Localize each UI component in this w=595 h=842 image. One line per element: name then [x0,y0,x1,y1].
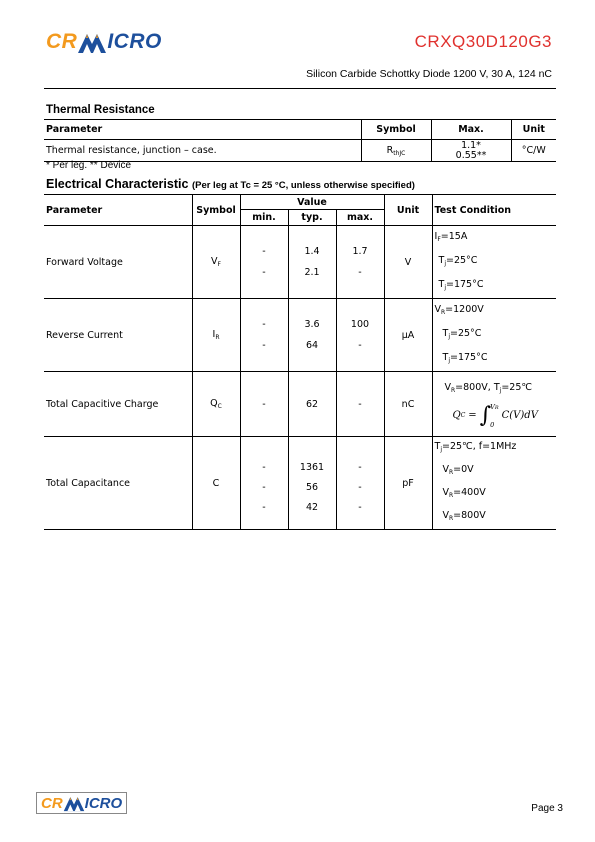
condition-line [435,483,557,506]
electrical-section-title [46,177,415,191]
upper-main: V [490,402,495,411]
table-row-forward-voltage [44,226,556,299]
capacitive-charge-conditions [432,372,556,437]
part-number: CRXQ30D120G3 [414,32,552,51]
forward-voltage-max [336,226,384,299]
cond-main: T [438,279,445,290]
reverse-current-min [240,299,288,372]
reverse-current-typ [288,299,336,372]
cond-main: T [442,352,449,363]
integral-limits [490,403,498,429]
cond-rest: =15A [440,231,468,242]
thermal-header-max: Max. [431,120,511,140]
footer-logo-text-icro: ICRO [84,794,123,812]
header-test-condition: Test Condition [432,195,556,226]
value-cell: - [358,482,362,493]
footer-logo-mountain-icon [63,794,85,812]
formula-lhs-sub: C [460,412,466,419]
cond-sub: F [437,236,441,243]
page-number: Page 3 [531,803,563,814]
header-parameter: Parameter [44,195,192,226]
value-cell: 100 [350,319,370,330]
cond-main: I [434,231,438,242]
header-max: max. [336,210,384,226]
cond-rest: =25°C [445,255,478,266]
thermal-max-device: 0.55** [455,149,487,161]
value-cell: - [262,340,266,351]
value-cell: - [262,462,266,473]
header-value: Value [240,195,384,210]
forward-voltage-parameter: Forward Voltage [46,256,123,268]
logo-mountain-icon [77,30,107,54]
condition-line [435,380,557,399]
electrical-title-text: Electrical Characteristic [46,177,189,191]
cond-main: V [434,304,441,315]
formula-integrand: C(V)dV [501,410,538,421]
cond-sub: R [449,492,454,499]
cond-rest: =25℃, f=1MHz [441,441,517,452]
forward-voltage-conditions [432,226,556,299]
value-cell: - [262,246,266,257]
forward-voltage-min [240,226,288,299]
header-min: min. [240,210,288,226]
header-symbol: Symbol [192,195,240,226]
electrical-title-note: (Per leg at Tc = 25 °C, unless otherwise specified) [191,180,415,191]
reverse-current-unit: µA [384,299,432,372]
thermal-header-unit: Unit [511,120,556,140]
cond-rest: =0V [453,464,474,475]
cond-main: T [438,255,445,266]
value-cell: - [262,267,266,278]
thermal-header-row [44,120,556,140]
cond-sub: j [448,357,450,364]
symbol-main: V [211,256,218,267]
value-cell: - [262,482,266,493]
cond-rest: =25℃ [501,381,533,393]
logo-text-icro: ICRO [107,30,162,53]
capacitive-charge-unit: nC [384,372,432,437]
cond-main: T [442,328,449,339]
header-typ: typ. [288,210,336,226]
value-cell: 42 [305,502,319,513]
integral-lower: 0 [490,420,495,429]
cond-main: T [493,381,500,393]
value-cell: - [262,502,266,513]
cond-rest: =175°C [445,279,484,290]
thermal-header-symbol: Symbol [361,120,431,140]
electrical-header-row-1 [44,195,556,210]
value-cell: 56 [305,482,319,493]
cond-rest: =400V [453,487,486,498]
reverse-current-symbol [192,299,240,372]
cond-rest: =25°C [449,328,482,339]
thermal-parameter: Thermal resistance, junction – case. [46,145,217,156]
condition-line [435,299,557,323]
symbol-sub: R [215,334,220,341]
condition-line [435,506,557,529]
reverse-current-conditions [432,299,556,372]
thermal-symbol-main: R [386,144,394,156]
cond-sub: R [441,309,446,316]
cond-sub: R [449,469,454,476]
cond-main: V [442,510,449,521]
symbol-sub: C [217,403,222,410]
cond-sub: j [448,333,450,340]
condition-line [435,347,557,371]
table-row-capacitive-charge [44,372,556,437]
value-cell: 2.1 [304,267,320,278]
symbol-main: I [212,329,216,340]
cond-main: T [434,441,441,452]
charge-formula [435,403,557,429]
cond-sub: j [440,446,442,453]
value-cell: - [358,502,362,513]
reverse-current-max [336,299,384,372]
capacitance-symbol: C [192,437,240,530]
condition-line [435,460,557,483]
reverse-current-parameter: Reverse Current [46,329,123,341]
value-cell: 1.4 [304,246,320,257]
integral [480,403,499,429]
table-row-capacitance [44,437,556,530]
capacitive-charge-min: - [240,372,288,437]
table-row-reverse-current [44,299,556,372]
value-cell: 1361 [299,462,325,473]
capacitive-charge-parameter: Total Capacitive Charge [46,398,159,410]
formula-equals: = [468,410,477,421]
thermal-symbol-sub: thJC [393,149,406,157]
condition-line [435,323,557,347]
document-subtitle: Silicon Carbide Schottky Diode 1200 V, 30 A, 124 nC [306,68,552,80]
condition-line [435,274,557,298]
cond-sub: j [499,386,502,394]
capacitive-charge-max: - [336,372,384,437]
condition-line [435,437,557,460]
cond-sub: j [444,284,446,291]
cond-rest: =1200V [445,304,484,315]
capacitance-typ [288,437,336,530]
capacitance-parameter: Total Capacitance [46,477,131,489]
condition-line [435,226,557,250]
value-cell: 1.7 [352,246,368,257]
value-cell: - [358,462,362,473]
capacitance-unit: pF [384,437,432,530]
electrical-table [44,194,556,530]
header-divider [44,88,556,89]
value-cell: 3.6 [304,319,320,330]
thermal-footnote: * Per leg. ** Device [46,160,132,171]
forward-voltage-unit: V [384,226,432,299]
integral-sign-icon: ∫ [479,402,492,428]
cond-main: V [444,381,451,393]
symbol-main: Q [210,398,218,409]
capacitance-min [240,437,288,530]
value-cell: - [262,319,266,330]
formula-lhs: Q [452,410,461,421]
crmicro-logo [46,30,162,54]
value-cell: - [358,267,362,278]
thermal-unit: °C/W [511,140,556,162]
thermal-row [44,140,556,162]
thermal-symbol [361,140,431,162]
capacitance-max [336,437,384,530]
thermal-header-parameter: Parameter [46,124,103,135]
capacitance-conditions [432,437,556,530]
cond-rest: =175°C [449,352,488,363]
cond-rest: =800V, [455,381,491,393]
logo-text-cr: CR [46,30,78,53]
cond-sub: j [444,260,446,267]
header-unit: Unit [384,195,432,226]
thermal-max-leg: 1.1* [461,139,481,151]
forward-voltage-typ [288,226,336,299]
cond-sub: R [451,386,456,394]
condition-line [435,250,557,274]
footer-logo-text-cr: CR [41,794,63,812]
capacitive-charge-symbol [192,372,240,437]
thermal-table [44,119,556,162]
cond-rest: =800V [453,510,486,521]
symbol-sub: F [217,261,221,268]
cond-sub: R [449,515,454,522]
value-cell: 64 [305,340,319,351]
thermal-max [431,140,511,162]
forward-voltage-symbol [192,226,240,299]
footer-crmicro-logo [36,792,127,814]
cond-main: V [442,487,449,498]
upper-sub: R [494,404,499,411]
value-cell: - [358,340,362,351]
integral-upper [490,403,498,411]
cond-main: V [442,464,449,475]
capacitive-charge-typ: 62 [288,372,336,437]
thermal-section-title: Thermal Resistance [46,104,155,116]
